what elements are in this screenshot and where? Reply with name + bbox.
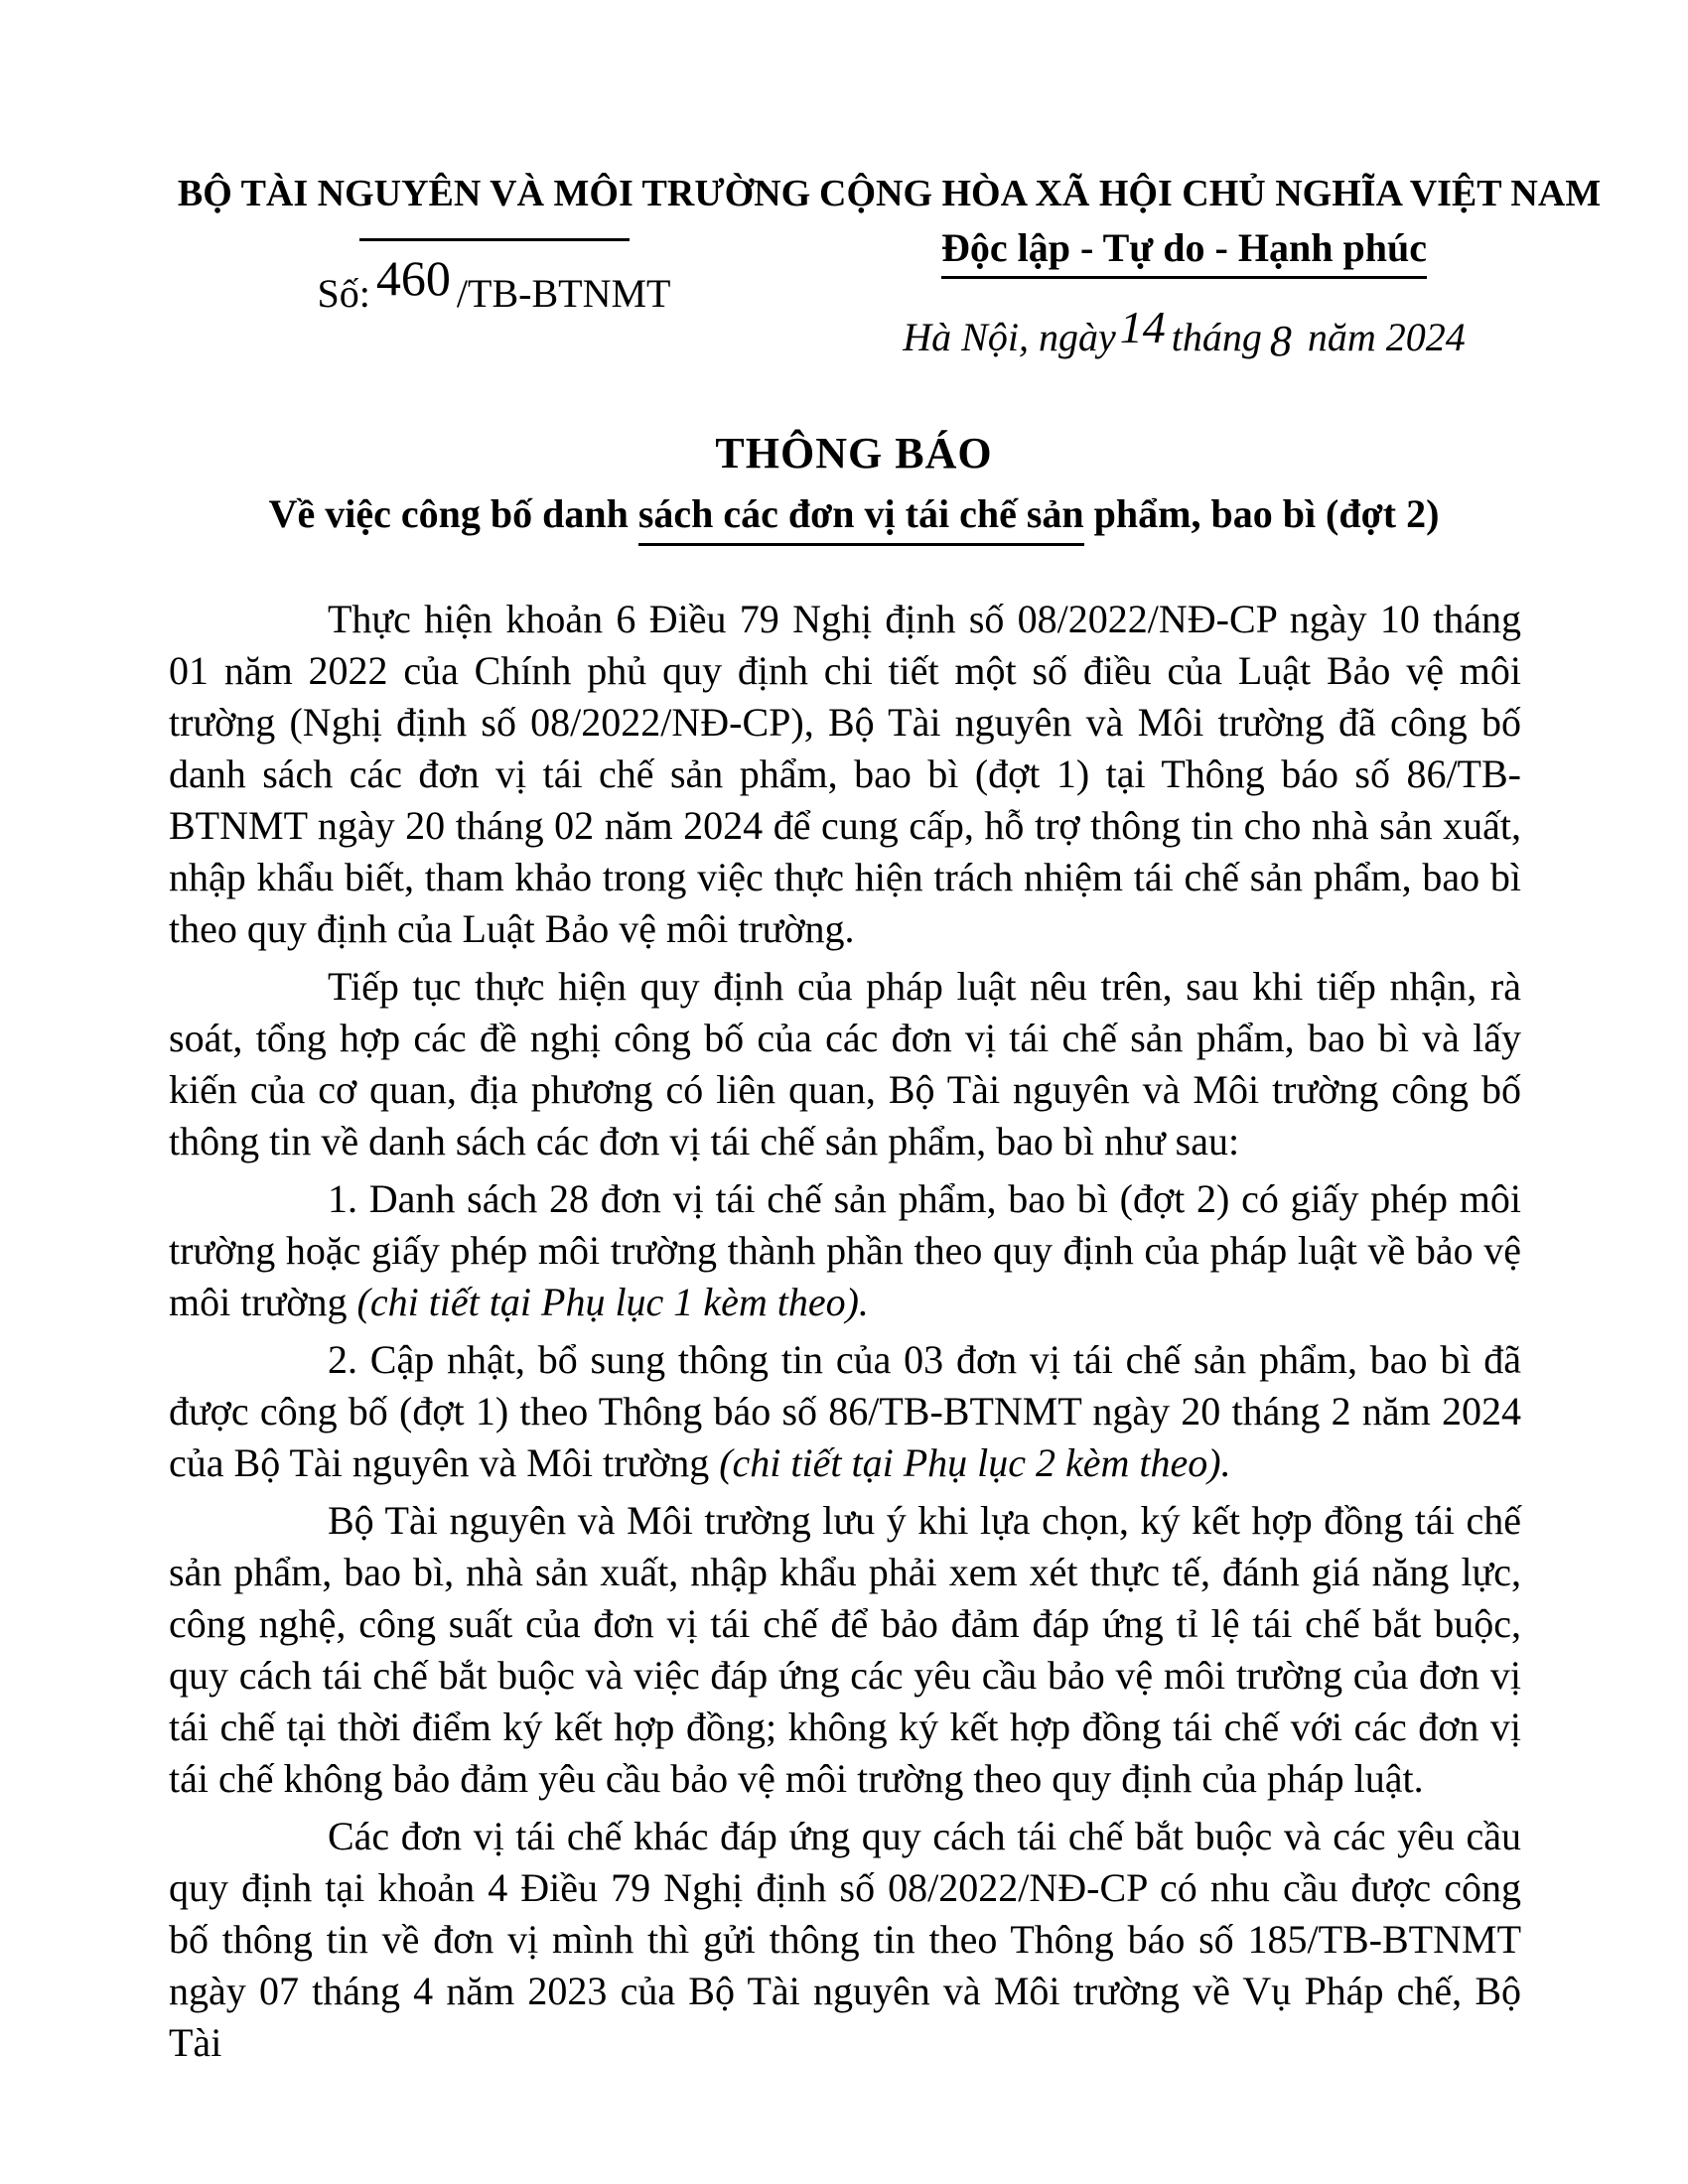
date-line: [819, 302, 1549, 365]
doc-number-label: Số:: [317, 271, 370, 316]
header-issuing-agency: [169, 171, 819, 361]
notice-subtitle: [169, 490, 1539, 538]
motto: Độc lập - Tự do - Hạnh phúc: [941, 224, 1427, 279]
motto-wrap: [819, 224, 1549, 279]
body-paragraph: [169, 1334, 1521, 1489]
date-place-prefix: Hà Nội, ngày: [903, 315, 1116, 359]
date-month: 8: [1269, 317, 1292, 365]
paragraph-segment-italic: (chi tiết tại Phụ lục 2 kèm theo).: [719, 1440, 1231, 1485]
notice-subtitle-underlined: sách các đơn vị tái chế sản: [638, 491, 1084, 546]
paragraph-segment: Tiếp tục thực hiện quy định của pháp luật nêu trên, sau khi tiếp nhận, rà soát, tổng hợp các đề nghị công bố của các đơn vị tái chế sản phẩm, bao bì và lấy kiến của cơ quan, địa phương có liên quan, Bộ Tài nguyên và Môi trường công bố thông tin về danh sách các đơn vị tái chế sản phẩm, bao bì như sau:: [169, 964, 1521, 1163]
paragraph-segment: Các đơn vị tái chế khác đáp ứng quy cách tái chế bắt buộc và các yêu cầu quy định tại khoản 4 Điều 79 Nghị định số 08/2022/NĐ-CP có nhu cầu được công bố thông tin về đơn vị mình thì gửi thông tin theo Thông báo số 185/TB-BTNMT ngày 07 tháng 4 năm 2023 của Bộ Tài nguyên và Môi trường về Vụ Pháp chế, Bộ Tài: [169, 1814, 1521, 2065]
paragraph-segment: Bộ Tài nguyên và Môi trường lưu ý khi lựa chọn, ký kết hợp đồng tái chế sản phẩm, bao bì, nhà sản xuất, nhập khẩu phải xem xét thực tế, đánh giá năng lực, công nghệ, công suất của đơn vị tái chế để bảo đảm đáp ứng tỉ lệ tái chế bắt buộc, quy cách tái chế bắt buộc và việc đáp ứng các yêu cầu bảo vệ môi trường của đơn vị tái chế tại thời điểm ký kết hợp đồng; không ký kết hợp đồng tái chế với các đơn vị tái chế không bảo đảm yêu cầu bảo vệ môi trường theo quy định của pháp luật.: [169, 1498, 1521, 1801]
body-paragraphs: [169, 594, 1521, 2075]
org-name-divider: [359, 238, 630, 241]
date-day: 14: [1119, 302, 1166, 352]
body-paragraph: [169, 961, 1521, 1167]
body-paragraph: [169, 1173, 1521, 1328]
doc-number-suffix: /TB-BTNMT: [456, 271, 671, 316]
body-paragraph: [169, 1495, 1521, 1805]
body-paragraph: [169, 594, 1521, 955]
title-block: [169, 429, 1539, 538]
paragraph-segment: Thực hiện khoản 6 Điều 79 Nghị định số 08/2022/NĐ-CP ngày 10 tháng 01 năm 2022 của Chính phủ quy định chi tiết một số điều của Luật Bảo vệ môi trường (Nghị định số 08/2022/NĐ-CP), Bộ Tài nguyên và Môi trường đã công bố danh sách các đơn vị tái chế sản phẩm, bao bì (đợt 1) tại Thông báo số 86/TB-BTNMT ngày 20 tháng 02 năm 2024 để cung cấp, hỗ trợ thông tin cho nhà sản xuất, nhập khẩu biết, tham khảo trong việc thực hiện trách nhiệm tái chế sản phẩm, bao bì theo quy định của Luật Bảo vệ môi trường.: [169, 597, 1521, 951]
org-name: BỘ TÀI NGUYÊN VÀ MÔI TRƯỜNG: [177, 173, 811, 214]
body-paragraph: [169, 1811, 1521, 2069]
doc-number: [169, 250, 819, 319]
national-title: CỘNG HÒA XÃ HỘI CHỦ NGHĨA VIỆT NAM: [819, 173, 1602, 214]
date-suffix: năm 2024: [1307, 315, 1466, 359]
notice-subtitle-post: phẩm, bao bì (đợt 2): [1083, 491, 1440, 536]
notice-subtitle-pre: Về việc công bố danh: [268, 491, 638, 536]
document-header: [169, 171, 1602, 365]
paragraph-segment: 2. Cập nhật, bổ sung thông tin của 03 đơn vị tái chế sản phẩm, bao bì đã được công bố (đợt 1) theo Thông báo số 86/TB-BTNMT ngày 20 tháng 2 năm 2024 của Bộ Tài nguyên và Môi trường: [169, 1337, 1521, 1485]
date-middle: tháng: [1171, 315, 1262, 359]
paragraph-segment-italic: (chi tiết tại Phụ lục 1 kèm theo).: [356, 1280, 869, 1324]
paragraph-segment: 1. Danh sách 28 đơn vị tái chế sản phẩm, bao bì (đợt 2) có giấy phép môi trường hoặc giấy phép môi trường thành phần theo quy định của pháp luật về bảo vệ môi trường: [169, 1176, 1521, 1324]
notice-heading: THÔNG BÁO: [715, 429, 993, 478]
header-national-motto: [819, 171, 1602, 365]
doc-number-value: 460: [375, 250, 451, 306]
